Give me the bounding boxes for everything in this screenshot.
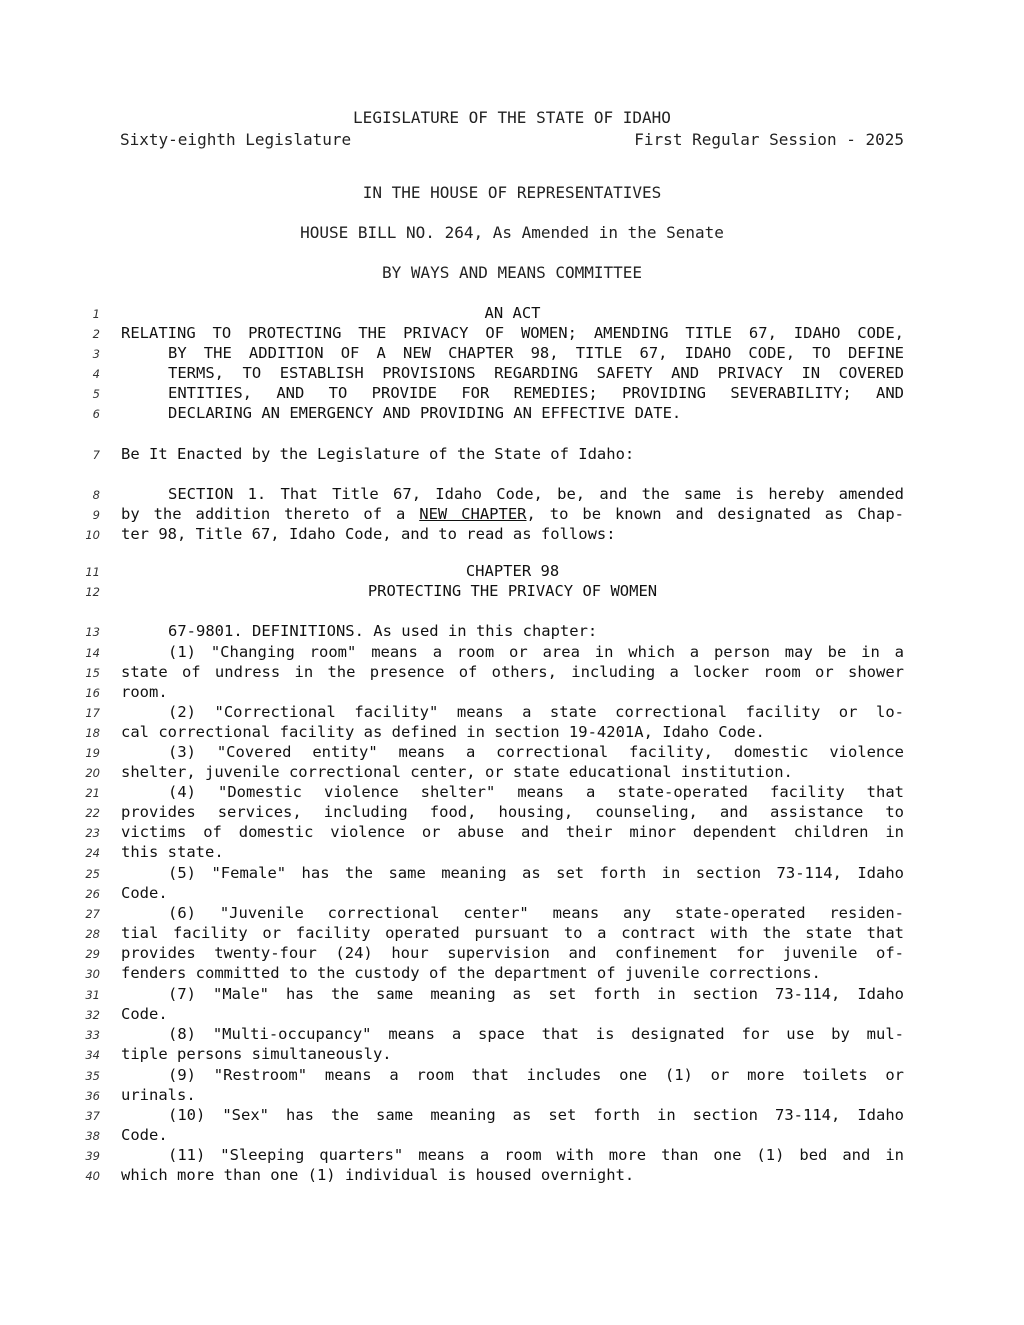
line-number: 4 xyxy=(92,367,100,381)
definition-text: (3) "Covered entity" means a correctional facility, domestic violence xyxy=(168,743,904,761)
definition-text: cal correctional facility as defined in section 19-4201A, Idaho Code. xyxy=(121,723,765,741)
line-number: 35 xyxy=(85,1069,100,1083)
act-heading: AN ACT xyxy=(484,304,541,322)
definition-text: Code. xyxy=(121,1126,168,1144)
line-number: 16 xyxy=(85,686,100,700)
line-number: 21 xyxy=(85,786,100,800)
section-text-part: by the addition thereto of a xyxy=(121,505,420,523)
line-number: 18 xyxy=(85,726,100,740)
definition-text: (7) "Male" has the same meaning as set forth in section 73-114, Idaho xyxy=(168,985,904,1003)
line-number: 6 xyxy=(92,407,100,421)
line-number: 38 xyxy=(85,1129,100,1143)
definition-text: shelter, juvenile correctional center, or state educational institution. xyxy=(121,763,793,781)
title-text: TERMS, TO ESTABLISH PROVISIONS REGARDING SAFETY AND PRIVACY IN COVERED xyxy=(168,364,904,382)
definition-text: (9) "Restroom" means a room that includes one (1) or more toilets or xyxy=(168,1066,904,1084)
line-number: 10 xyxy=(85,528,100,542)
bill-title: HOUSE BILL NO. 264, As Amended in the Senate xyxy=(300,223,724,242)
session-line xyxy=(120,130,904,149)
line-number: 14 xyxy=(85,646,100,660)
definition-text: this state. xyxy=(121,843,224,861)
line-number: 27 xyxy=(85,907,100,921)
line-number: 36 xyxy=(85,1089,100,1103)
title-text: ENTITIES, AND TO PROVIDE FOR REMEDIES; PROVIDING SEVERABILITY; AND xyxy=(168,384,904,402)
line-number: 11 xyxy=(85,565,100,579)
line-number: 40 xyxy=(85,1169,100,1183)
line-number: 12 xyxy=(85,585,100,599)
new-chapter-underlined: NEW CHAPTER xyxy=(419,505,527,523)
chamber-title: IN THE HOUSE OF REPRESENTATIVES xyxy=(362,183,662,202)
legislature-title: LEGISLATURE OF THE STATE OF IDAHO xyxy=(353,108,671,127)
section-text: ter 98, Title 67, Idaho Code, and to read as follows: xyxy=(121,525,616,543)
line-number: 8 xyxy=(92,488,100,502)
definition-text: (5) "Female" has the same meaning as set forth in section 73-114, Idaho xyxy=(168,864,904,882)
line-number: 13 xyxy=(85,625,100,639)
legislature-number: Sixty-eighth Legislature xyxy=(120,130,352,149)
line-number: 15 xyxy=(85,666,100,680)
line-number: 2 xyxy=(92,327,100,341)
definition-text: tial facility or facility operated pursuant to a contract with the state that xyxy=(121,924,904,942)
sponsor-line: BY WAYS AND MEANS COMMITTEE xyxy=(381,263,643,282)
session-name: First Regular Session - 2025 xyxy=(634,130,904,149)
section-text xyxy=(121,504,904,524)
line-number: 29 xyxy=(85,947,100,961)
definition-text: (6) "Juvenile correctional center" means any state-operated residen- xyxy=(168,904,904,922)
line-number: 5 xyxy=(92,387,100,401)
definition-text: (10) "Sex" has the same meaning as set forth in section 73-114, Idaho xyxy=(168,1106,904,1124)
definitions-heading: 67-9801. DEFINITIONS. As used in this chapter: xyxy=(168,622,598,640)
line-number: 20 xyxy=(85,766,100,780)
line-number: 9 xyxy=(92,508,100,522)
line-number: 1 xyxy=(92,307,100,321)
definition-text: victims of domestic violence or abuse and their minor dependent children in xyxy=(121,823,904,841)
line-number: 3 xyxy=(92,347,100,361)
line-number: 28 xyxy=(85,927,100,941)
line-number: 24 xyxy=(85,846,100,860)
line-number: 37 xyxy=(85,1109,100,1123)
line-number: 32 xyxy=(85,1008,100,1022)
section-text-part: , to be known and designated as Chap- xyxy=(526,505,905,523)
definition-text: (11) "Sleeping quarters" means a room with more than one (1) bed and in xyxy=(168,1146,904,1164)
definition-text: (2) "Correctional facility" means a state correctional facility or lo- xyxy=(168,703,904,721)
line-number: 26 xyxy=(85,887,100,901)
chapter-title: PROTECTING THE PRIVACY OF WOMEN xyxy=(367,582,658,600)
definition-text: tiple persons simultaneously. xyxy=(121,1045,392,1063)
title-text: DECLARING AN EMERGENCY AND PROVIDING AN EFFECTIVE DATE. xyxy=(168,404,682,422)
definition-text: (1) "Changing room" means a room or area in which a person may be in a xyxy=(168,643,904,661)
line-number: 30 xyxy=(85,967,100,981)
definition-text: (4) "Domestic violence shelter" means a state-operated facility that xyxy=(168,783,904,801)
title-text: BY THE ADDITION OF A NEW CHAPTER 98, TITLE 67, IDAHO CODE, TO DEFINE xyxy=(168,344,904,362)
line-number: 39 xyxy=(85,1149,100,1163)
line-number: 33 xyxy=(85,1028,100,1042)
chapter-heading: CHAPTER 98 xyxy=(465,562,560,580)
line-number: 34 xyxy=(85,1048,100,1062)
title-text: RELATING TO PROTECTING THE PRIVACY OF WOMEN; AMENDING TITLE 67, IDAHO CODE, xyxy=(121,324,904,342)
definition-text: which more than one (1) individual is housed overnight. xyxy=(121,1166,635,1184)
line-number: 7 xyxy=(92,448,100,462)
definition-text: (8) "Multi-occupancy" means a space that is designated for use by mul- xyxy=(168,1025,904,1043)
section-text: SECTION 1. That Title 67, Idaho Code, be, and the same is hereby amended xyxy=(168,485,904,503)
definition-text: fenders committed to the custody of the department of juvenile corrections. xyxy=(121,964,821,982)
definition-text: Code. xyxy=(121,884,168,902)
line-number: 22 xyxy=(85,806,100,820)
definition-text: Code. xyxy=(121,1005,168,1023)
definition-text: room. xyxy=(121,683,168,701)
definition-text: state of undress in the presence of others, including a locker room or shower xyxy=(121,663,904,681)
enacting-clause: Be It Enacted by the Legislature of the State of Idaho: xyxy=(121,445,635,463)
line-number: 25 xyxy=(85,867,100,881)
definition-text: urinals. xyxy=(121,1086,196,1104)
line-number: 23 xyxy=(85,826,100,840)
line-number: 31 xyxy=(85,988,100,1002)
definition-text: provides twenty-four (24) hour supervision and confinement for juvenile of- xyxy=(121,944,904,962)
line-number: 19 xyxy=(85,746,100,760)
definition-text: provides services, including food, housing, counseling, and assistance to xyxy=(121,803,904,821)
line-number: 17 xyxy=(85,706,100,720)
